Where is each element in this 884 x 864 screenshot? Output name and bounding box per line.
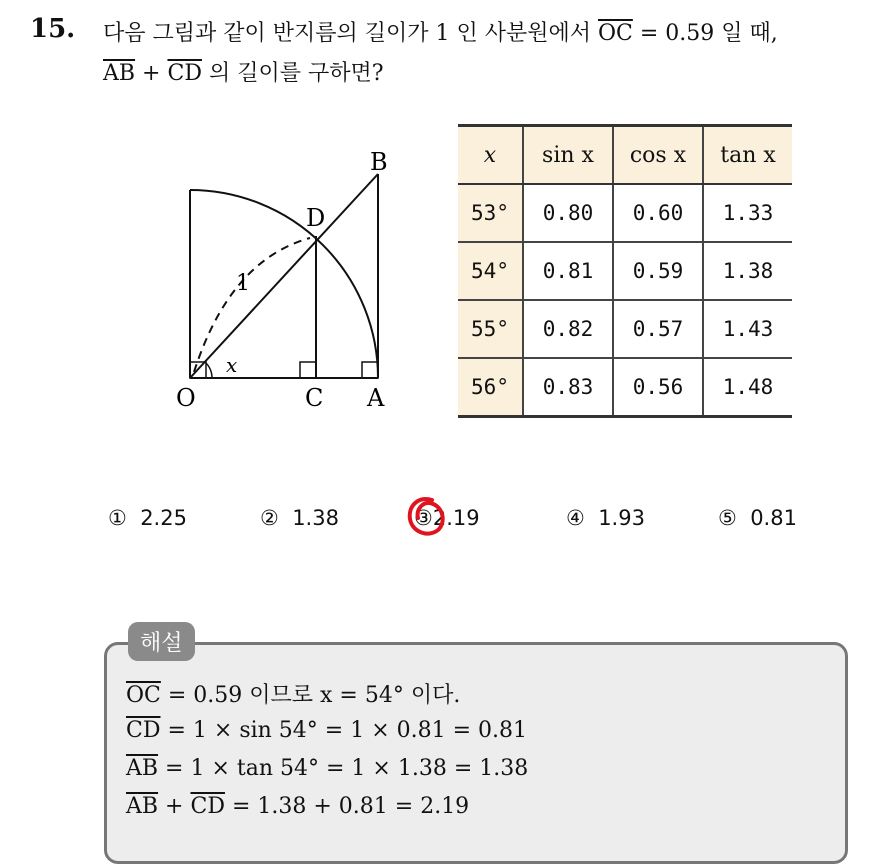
cos-cell: 0.56: [613, 358, 703, 417]
radius-dashed-arc: [194, 238, 310, 372]
question-text-line2: $\overline{AB} + \overline{CD}$ 의 길이를 구하면?: [103, 61, 384, 86]
choice-value: 2.25: [140, 506, 187, 530]
question-number: 15.: [30, 14, 76, 44]
sin-cell: 0.81: [523, 242, 613, 300]
choice-mark: ⑤: [718, 506, 737, 530]
table-row: [458, 300, 792, 358]
cos-cell: 0.59: [613, 242, 703, 300]
right-angle-c: [300, 362, 316, 378]
quarter-circle-diagram: [160, 140, 420, 420]
cos-cell: 0.60: [613, 184, 703, 242]
label-angle-x: x: [226, 353, 238, 377]
angle-cell: 53°: [458, 184, 523, 242]
explanation-line-2: $\overline{CD} = 1 \times \sin 54^\circ = 1 \times 0.81 = 0.81$: [126, 718, 528, 743]
header-tan: tan x: [703, 126, 792, 185]
cos-cell: 0.57: [613, 300, 703, 358]
explanation-line-4: $\overline{AB} + \overline{CD} = 1.38 + 0.81 = 2.19$: [126, 794, 470, 819]
choice-mark: ④: [566, 506, 585, 530]
label-c: C: [305, 384, 324, 412]
label-b: B: [370, 148, 388, 176]
explanation-box: [104, 642, 848, 864]
explanation-line-3: $\overline{AB} = 1 \times \tan 54^\circ = 1 \times 1.38 = 1.38$: [126, 756, 529, 781]
table-row: [458, 184, 792, 242]
choice-value: 2.19: [432, 506, 480, 530]
sin-cell: 0.82: [523, 300, 613, 358]
header-x: x: [458, 126, 523, 185]
choice-5[interactable]: [718, 506, 797, 530]
header-cos: cos x: [613, 126, 703, 185]
quarter-arc: [190, 190, 378, 378]
line-ob: [190, 174, 378, 378]
table-row: [458, 242, 792, 300]
angle-cell: 54°: [458, 242, 523, 300]
choice-value: 0.81: [750, 506, 797, 530]
explanation-tag: 해설: [128, 622, 195, 661]
right-angle-a: [362, 362, 378, 378]
choice-value: 1.38: [292, 506, 339, 530]
choice-mark: ①: [108, 506, 127, 530]
label-radius: 1: [236, 271, 250, 296]
answer-choices: [108, 506, 828, 542]
choice-mark: ③: [414, 506, 433, 530]
tan-cell: 1.43: [703, 300, 792, 358]
selected-circle-icon: [402, 492, 450, 542]
choice-mark: ②: [260, 506, 279, 530]
choice-4[interactable]: [566, 506, 645, 530]
explanation-line-1: $\overline{OC} = 0.59$ 이므로 x = 54° 이다.: [126, 683, 461, 708]
segment-cd: $\overline{CD}$: [167, 61, 202, 86]
label-a: A: [367, 384, 385, 412]
header-sin: sin x: [523, 126, 613, 185]
choice-1[interactable]: [108, 506, 187, 530]
angle-cell: 56°: [458, 358, 523, 417]
angle-cell: 55°: [458, 300, 523, 358]
question-text-line1: 다음 그림과 같이 반지름의 길이가 1 인 사분원에서 $\overline{OC} = 0.59$ 일 때,: [103, 21, 778, 46]
tan-cell: 1.33: [703, 184, 792, 242]
sin-cell: 0.80: [523, 184, 613, 242]
choice-value: 1.93: [598, 506, 645, 530]
trig-table: [458, 124, 792, 418]
sin-cell: 0.83: [523, 358, 613, 417]
tan-cell: 1.38: [703, 242, 792, 300]
choice-2[interactable]: [260, 506, 339, 530]
table-row: [458, 358, 792, 417]
choice-3-selected[interactable]: [414, 506, 480, 530]
segment-oc: $\overline{OC}$: [597, 21, 633, 46]
table-header-row: [458, 126, 792, 185]
label-o: O: [176, 384, 196, 412]
tan-cell: 1.48: [703, 358, 792, 417]
segment-ab: $\overline{AB}$: [103, 61, 136, 86]
label-d: D: [306, 204, 326, 232]
